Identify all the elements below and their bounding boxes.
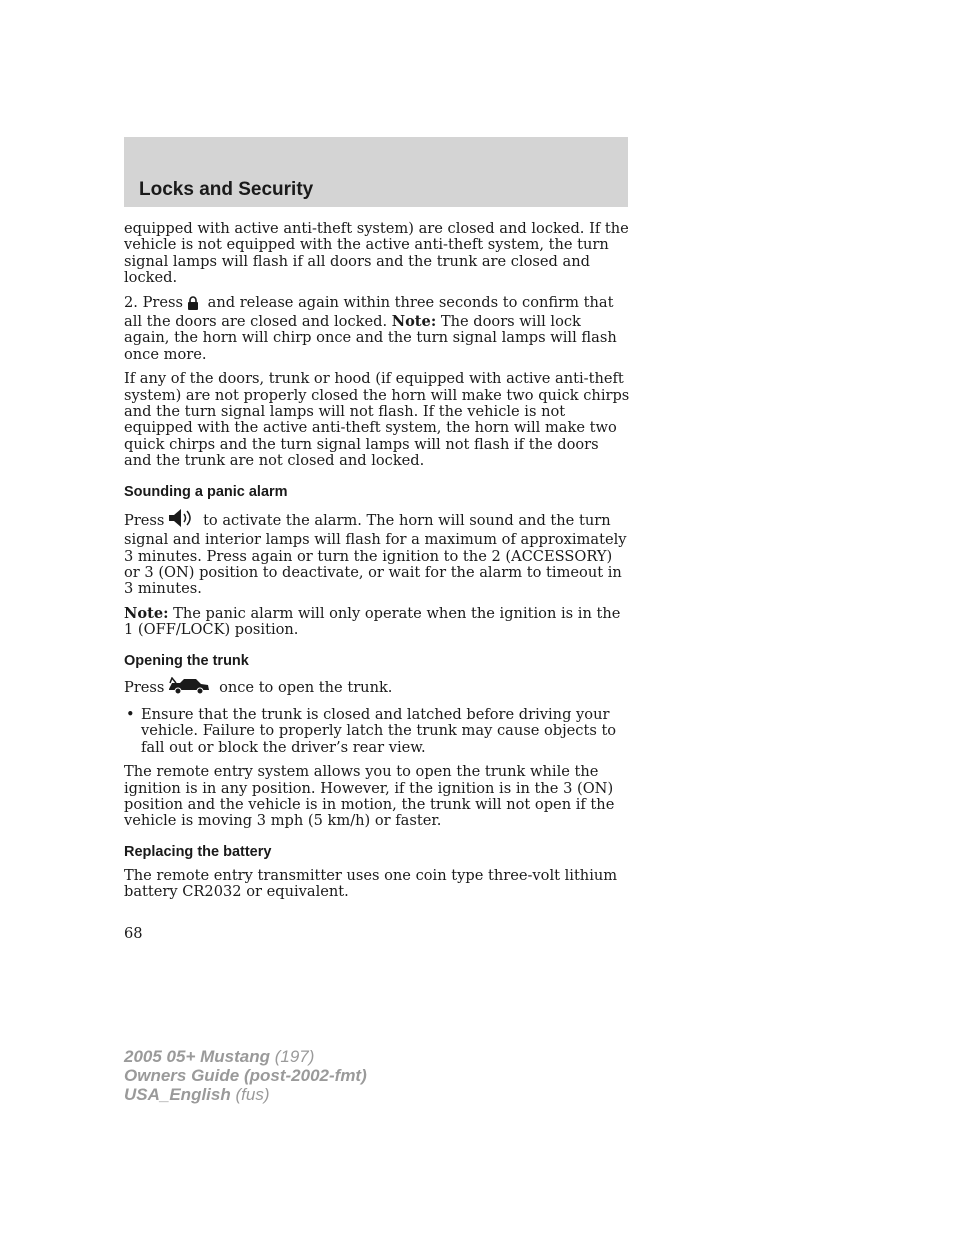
footer-guide: Owners Guide (post-2002-fmt) [124, 1066, 367, 1085]
paragraph-panic [124, 508, 630, 598]
heading-panic-alarm: Sounding a panic alarm [124, 483, 288, 500]
page-number: 68 [124, 925, 143, 942]
footer-model-code: (197) [274, 1047, 315, 1066]
note-label: Note: [124, 604, 169, 622]
text-segment: and release again within three seconds to confirm that all the doors are closed and locked. [124, 293, 614, 331]
paragraph-trunk [124, 677, 630, 699]
paragraph-panic-note [124, 606, 630, 639]
footer-model: 2005 05+ Mustang [124, 1047, 270, 1066]
lock-icon [187, 296, 199, 314]
text-segment: to activate the alarm. The horn will sound and the turn signal and interior lamps will flash for a maximum of approximately 3 minutes. Press again or turn the ignition to the 2 (ACCESSORY) or 3 (ON) position to deactivate, or wait for the alarm to timeout in 3 minutes. [124, 511, 627, 598]
footer-info [124, 1047, 367, 1104]
paragraph-battery: The remote entry transmitter uses one coin type three-volt lithium battery CR2032 or equivalent. [124, 866, 618, 901]
paragraph-lock-confirm [124, 295, 630, 364]
heading-replacing-battery: Replacing the battery [124, 843, 272, 860]
footer-line-3 [124, 1085, 367, 1104]
page-content [124, 221, 630, 909]
footer-line-1 [124, 1047, 367, 1066]
paragraph-not-closed: If any of the doors, trunk or hood (if equipped with active anti-theft system) are not properly closed the horn will make two quick chirps and the turn signal lamps will not flash. If the vehicle is not equipped with the active anti-theft system, the horn will make two quick chirps and the turn signal lamps will not flash if the doors and the trunk are not closed and locked. [124, 370, 630, 470]
note-text: The doors will lock again, the horn will chirp once and the turn signal lamps will flash once more. [124, 313, 617, 363]
list-item [124, 707, 630, 756]
paragraph-intro: equipped with active anti-theft system) are closed and locked. If the vehicle is not equipped with the active anti-theft system, the turn signal lamps will flash if all doors and the trunk are closed and locked. [124, 220, 629, 287]
footer-language-code: (fus) [235, 1085, 270, 1104]
section-header-band [124, 137, 628, 207]
text-segment: 2. Press [124, 293, 183, 311]
footer-language: USA_English [124, 1085, 231, 1104]
text-segment: Press [124, 511, 165, 529]
section-title: Locks and Security [139, 179, 314, 200]
text-segment: once to open the trunk. [219, 678, 393, 696]
speaker-icon [168, 508, 194, 532]
paragraph-trunk-remote: The remote entry system allows you to open the trunk while the ignition is in any position. However, if the ignition is in the 3 (ON) position and the vehicle is in motion, the trunk will not open if the vehicle is moving 3 mph (5 km/h) or faster. [124, 763, 615, 830]
note-text: The panic alarm will only operate when the ignition is in the 1 (OFF/LOCK) position. [124, 604, 621, 639]
car-trunk-icon [168, 677, 210, 699]
bullet-mark: • [126, 705, 135, 723]
footer-line-2 [124, 1066, 367, 1085]
text-segment: Press [124, 678, 165, 696]
note-label: Note: [391, 313, 437, 331]
heading-opening-trunk: Opening the trunk [124, 652, 249, 669]
bullet-text: Ensure that the trunk is closed and latched before driving your vehicle. Failure to properly latch the trunk may cause objects to fall out or block the driver’s rear view. [141, 705, 617, 756]
